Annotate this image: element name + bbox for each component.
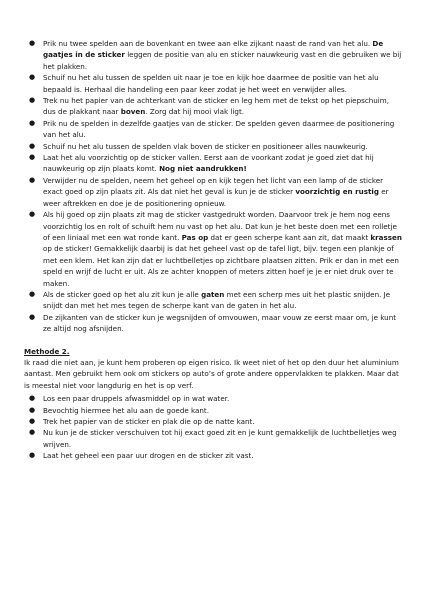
method1-step xyxy=(24,209,402,289)
step-text: op de sticker! Gemakkelijk daarbij is dat het geheel vast op de tafel ligt, bijv. tegen een plankje of met een klem. Het kan zijn dat er luchtbelletjes op zichtbare plaatsen zitten. Prik er dan in met een speld en wrijf de lucht er uit. Als ze achter knoppen of meters zitten hoef je je er niet druk over te maken. xyxy=(43,244,399,288)
step-text: Verwijder nu de spelden, neem het geheel op en kijk tegen het licht van een lamp of de sticker exact goed op zijn plaats zit. Als dat niet het geval is kun je de sticker xyxy=(43,175,384,197)
bold-emphasis: boven xyxy=(120,107,146,117)
method2-step xyxy=(24,405,402,416)
step-text: Prik nu twee spelden aan de bovenkant en twee aan elke zijkant naast de rand van het alu. xyxy=(43,39,373,48)
step-text: Schuif nu het alu tussen de spelden uit naar je toe en kijk hoe daarmee de positie van het alu bepaald is. Herhaal die handeling een paar keer zodat je het weet en verwijder alles. xyxy=(43,73,379,94)
method2-step-list xyxy=(24,393,402,461)
bullet-icon: ● xyxy=(29,39,36,47)
bullet-icon: ● xyxy=(29,312,36,321)
bold-emphasis: Nog niet aandrukken! xyxy=(159,164,247,174)
bullet-icon: ● xyxy=(29,96,36,105)
step-text: Als de sticker goed op het alu zit kun je alle xyxy=(43,289,202,299)
document-page xyxy=(24,38,402,462)
bold-emphasis: voorzichtig en rustig xyxy=(295,187,379,197)
method2-step xyxy=(24,393,402,404)
bullet-icon: ● xyxy=(29,451,36,460)
step-text: Laat het geheel een paar uur drogen en de sticker zit vast. xyxy=(43,451,254,461)
bold-emphasis: krassen xyxy=(370,232,402,242)
method1-step xyxy=(24,72,402,95)
step-text: Laat het alu voorzichtig op de sticker vallen. Eerst aan de voorkant zodat je goed ziet dat hij nauwkeurig op zijn plaats komt. xyxy=(43,153,374,174)
method1-step xyxy=(24,312,402,335)
bullet-icon: ● xyxy=(29,153,36,162)
bullet-icon: ● xyxy=(29,394,36,403)
step-text: Trek het papier van de sticker en plak die op de natte kant. xyxy=(43,417,255,426)
step-text: Als hij goed op zijn plaats zit mag de sticker vastgedrukt worden. Daarvoor trek je hem nog eens voorzichtig los en rolt of schuift hem nu vast op het alu. Dat kun je het beste doen met een rolletje of een liniaal met een wat ronde kant. xyxy=(43,210,397,242)
method2-title: Methode 2. xyxy=(24,346,70,356)
step-text: . Zorg dat hij mooi vlak ligt. xyxy=(145,107,245,117)
bullet-icon: ● xyxy=(29,210,36,219)
bullet-icon: ● xyxy=(29,141,36,150)
method1-step xyxy=(24,289,402,312)
bullet-icon: ● xyxy=(29,175,36,184)
bullet-icon: ● xyxy=(29,428,36,437)
method1-step-list xyxy=(24,38,402,335)
method1-step xyxy=(24,118,402,141)
bullet-icon: ● xyxy=(29,405,36,414)
step-text: dat er geen scherpe kant aan zit, dat maakt xyxy=(208,232,371,242)
step-text: Schuif nu het alu tussen de spelden vlak boven de sticker en positioneer alles nauwkeurig. xyxy=(43,141,368,151)
bullet-icon: ● xyxy=(29,417,36,425)
bullet-icon: ● xyxy=(29,289,36,298)
step-text: er weer aftrekken en doe je de positionering opnieuw. xyxy=(43,187,389,208)
method2-intro: Ik raad die niet aan, je kunt hem proberen op eigen risico. Ik weet niet of het op den duur het aluminium aantast. Men gebruikt hem ook om stickers op auto’s of grote andere oppervlakken te plakken. Maar dat is meestal niet voor langdurig en het is op verf. xyxy=(24,357,399,390)
bold-emphasis: Pas op xyxy=(181,232,209,242)
step-text: Nu kun je de sticker verschuiven tot hij exact goed zit en je kunt gemakkelijk de luchtbelletjes weg wrijven. xyxy=(43,428,397,449)
method1-step xyxy=(24,95,402,118)
step-text: De zijkanten van de sticker kun je wegsnijden of omvouwen, maar vouw ze eerst maar om, je kunt ze altijd nog afsnijden. xyxy=(43,312,397,334)
bullet-icon: ● xyxy=(29,118,36,127)
step-text: met een scherp mes uit het plastic snijden. Je snijdt dan met het mes tegen de scherpe kant van de gaten in het alu. xyxy=(43,289,391,311)
bold-emphasis: gaten xyxy=(201,289,225,299)
step-text: Los een paar druppels afwasmiddel op in wat water. xyxy=(43,394,230,404)
method1-step xyxy=(24,152,402,175)
step-text: leggen de positie van alu en sticker nauwkeurig vast en die gebruiken we bij het plakken. xyxy=(43,50,402,71)
step-text: Trek nu het papier van de achterkant van de sticker en leg hem met de tekst op het piepschuim, dus de plakkant naar xyxy=(43,96,390,117)
bold-emphasis: De gaatjes in de sticker xyxy=(43,39,384,60)
method2-step xyxy=(24,427,402,450)
step-text: Bevochtig hiermee het alu aan de goede kant. xyxy=(43,405,210,415)
method1-step xyxy=(24,141,402,152)
method2-step xyxy=(24,450,402,461)
method1-step xyxy=(24,38,402,72)
method2-heading xyxy=(24,346,402,357)
bullet-icon: ● xyxy=(29,73,36,82)
method1-step xyxy=(24,175,402,209)
method2-step xyxy=(24,416,402,427)
step-text: Prik nu de spelden in dezelfde gaatjes van de sticker. De spelden geven daarmee de positionering van het alu. xyxy=(43,118,395,140)
